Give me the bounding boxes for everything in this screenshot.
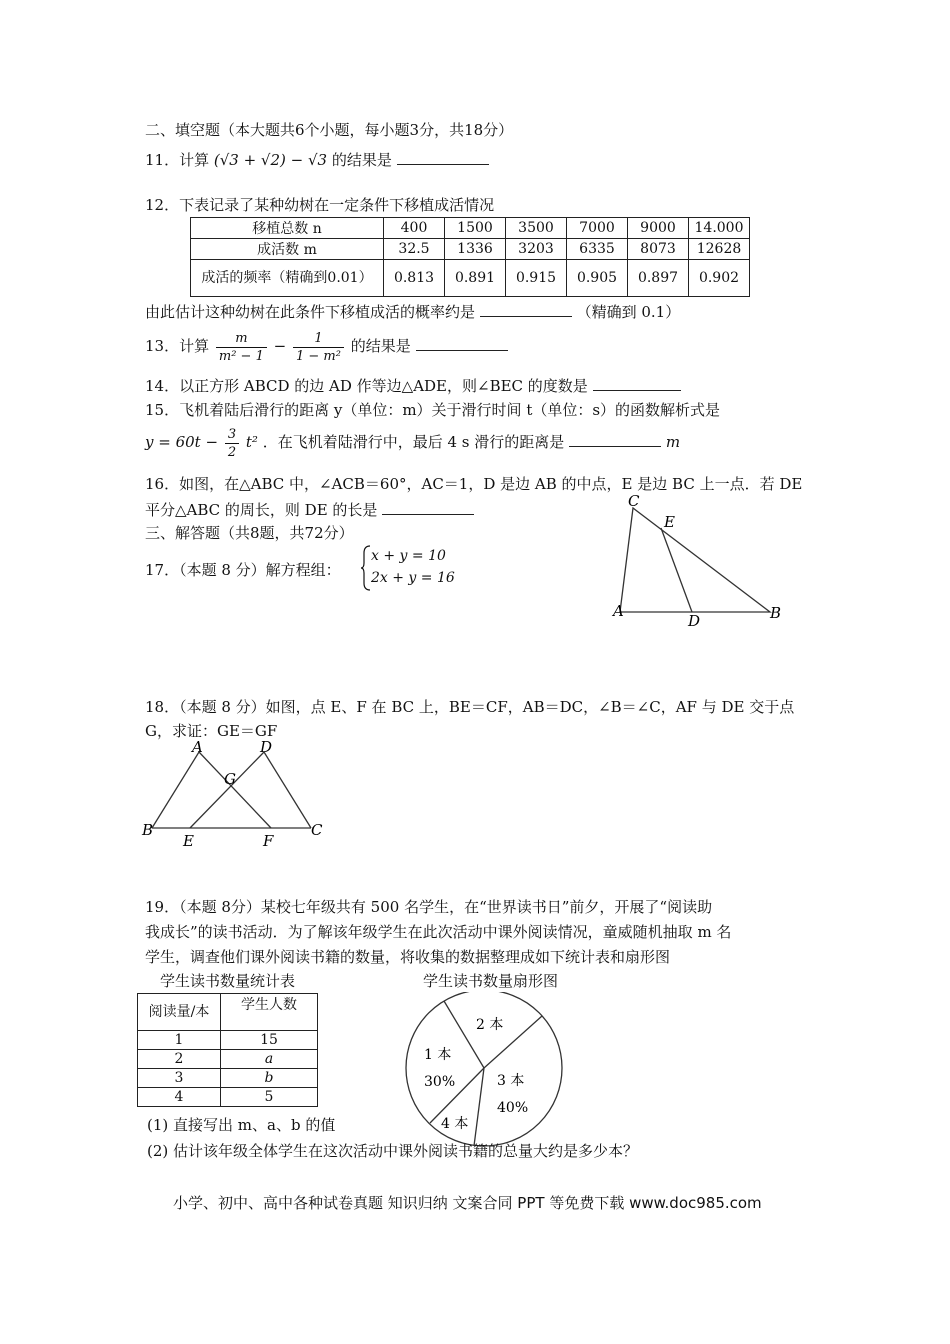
q19-subquestion-2: (2) 估计该年级全体学生在这次活动中课外阅读书籍的总量大约是多少本？ bbox=[147, 1142, 639, 1160]
label-e: E bbox=[183, 832, 194, 850]
table-cell: 4 bbox=[138, 1088, 221, 1107]
table-cell: 9000 bbox=[628, 218, 689, 239]
table-cell: a bbox=[221, 1050, 318, 1069]
q11-label: 11．计算 bbox=[145, 151, 210, 169]
table-cell: 400 bbox=[384, 218, 445, 239]
section-2-heading: 二、填空题（本大题共6个小题，每小题3分，共18分） bbox=[145, 121, 514, 139]
q18-figure bbox=[140, 738, 330, 850]
label-b: B bbox=[142, 821, 154, 839]
table-cell: 0.915 bbox=[506, 260, 567, 297]
label-e: E bbox=[664, 513, 675, 531]
table-cell: 12628 bbox=[689, 239, 750, 260]
question-11 bbox=[145, 148, 489, 170]
table-row bbox=[191, 218, 750, 239]
q17-system bbox=[371, 545, 455, 589]
label-g: G bbox=[224, 770, 236, 788]
table-cell: 15 bbox=[221, 1031, 318, 1050]
table-cell: 0.891 bbox=[445, 260, 506, 297]
table-row bbox=[191, 260, 750, 297]
table-row bbox=[191, 239, 750, 260]
question-19-line1: 19．（本题 8分）某校七年级共有 500 名学生，在“世界读书日”前夕，开展了“阅读助 bbox=[145, 898, 713, 916]
q11-answer-blank bbox=[397, 148, 489, 165]
table-cell: 1 bbox=[138, 1031, 221, 1050]
table-cell: 6335 bbox=[567, 239, 628, 260]
table-cell: 8073 bbox=[628, 239, 689, 260]
q19-pie-chart bbox=[400, 992, 568, 1147]
label-c: C bbox=[628, 492, 640, 510]
q11-suffix: 的结果是 bbox=[331, 151, 392, 169]
table-cell: 0.813 bbox=[384, 260, 445, 297]
table-row bbox=[138, 994, 318, 1031]
question-18-line2: G，求证：GE＝GF bbox=[145, 722, 278, 740]
q13-fraction-1 bbox=[216, 330, 267, 365]
q16-text: 平分△ABC 的周长，则 DE 的长是 bbox=[145, 501, 378, 519]
fraction-denominator: 2 bbox=[227, 444, 237, 460]
table-cell: 3203 bbox=[506, 239, 567, 260]
q15-answer-blank bbox=[569, 430, 661, 447]
label-a: A bbox=[192, 738, 203, 756]
q14-text: 14．以正方形 ABCD 的边 AD 作等边△ADE，则∠BEC 的度数是 bbox=[145, 377, 588, 395]
pie-percent-1: 30% bbox=[424, 1074, 456, 1090]
q12-precision: （精确到 0.1） bbox=[576, 303, 681, 321]
question-15-line2 bbox=[145, 424, 680, 461]
q13-fraction-2 bbox=[293, 330, 344, 365]
q17-equation-2: 2x + y = 16 bbox=[371, 570, 455, 586]
q14-answer-blank bbox=[593, 374, 681, 391]
question-13: 13．计算 $\frac{m}{\text{m² − 1}}$ − $\frac{1}{\text{1 − m²}}$ 的结果是 bbox=[145, 328, 508, 365]
question-19-line2: 我成长”的读书活动．为了解该年级学生在此次活动中课外阅读情况，童威随机抽取 m 名 bbox=[145, 923, 732, 941]
label-f: F bbox=[263, 832, 274, 850]
q15-question-text: ．在飞机着陆滑行中，最后 4 s 滑行的距离是 bbox=[262, 433, 565, 451]
pie-label-3: 3 本 bbox=[497, 1073, 525, 1089]
table-row bbox=[138, 1050, 318, 1069]
question-12: 12．下表记录了某种幼树在一定条件下移植成活情况 bbox=[145, 196, 495, 214]
q15-equation-left: y = 60t − bbox=[145, 433, 219, 451]
triangle-abc bbox=[620, 508, 770, 612]
label-a: A bbox=[613, 602, 624, 620]
q13-suffix: 的结果是 bbox=[350, 337, 411, 355]
question-17: 17．（本题 8 分）解方程组： bbox=[145, 561, 341, 579]
table-cell: 3 bbox=[138, 1069, 221, 1088]
fraction-numerator: m bbox=[216, 330, 267, 348]
q19-table-title: 学生读书数量统计表 bbox=[160, 972, 296, 990]
q16-answer-blank bbox=[382, 498, 474, 515]
question-14 bbox=[145, 374, 681, 396]
q16-triangle-figure bbox=[600, 490, 800, 630]
table-row bbox=[138, 1031, 318, 1050]
pie-percent-3: 40% bbox=[497, 1100, 529, 1116]
fraction-numerator: 3 bbox=[225, 426, 239, 444]
label-d: D bbox=[688, 612, 701, 630]
label-b: B bbox=[770, 604, 782, 622]
table-cell: 0.902 bbox=[689, 260, 750, 297]
q19-table bbox=[137, 993, 318, 1107]
table-cell: 2 bbox=[138, 1050, 221, 1069]
label-d: D bbox=[260, 738, 273, 756]
q13-label: 13．计算 bbox=[145, 337, 210, 355]
label-c: C bbox=[311, 821, 323, 839]
q11-expression: (√3 + √2) − √3 bbox=[213, 151, 328, 169]
q15-fraction bbox=[225, 426, 239, 461]
q12-table bbox=[190, 217, 750, 297]
table-row bbox=[138, 1069, 318, 1088]
pie-label-2: 2 本 bbox=[476, 1017, 504, 1033]
pie-label-1: 1 本 bbox=[424, 1047, 452, 1063]
q12-answer-blank bbox=[480, 300, 572, 317]
table-cell: 移植总数 n bbox=[191, 218, 384, 239]
q13-answer-blank bbox=[416, 334, 508, 351]
page-footer: 小学、初中、高中各种试卷真题 知识归纳 文案合同 PPT 等免费下载 www.doc985.com bbox=[173, 1194, 762, 1212]
table-cell: 0.897 bbox=[628, 260, 689, 297]
table-cell: 1500 bbox=[445, 218, 506, 239]
q15-unit: m bbox=[665, 433, 681, 451]
q17-equation-1: x + y = 10 bbox=[371, 548, 446, 564]
table-cell: 成活数 m bbox=[191, 239, 384, 260]
table-cell: 3500 bbox=[506, 218, 567, 239]
table-row bbox=[138, 1088, 318, 1107]
question-19-line3: 学生，调查他们课外阅读书籍的数量，将收集的数据整理成如下统计表和扇形图 bbox=[145, 948, 671, 966]
table-cell: 成活的频率（精确到0.01） bbox=[191, 260, 384, 297]
table-cell: 5 bbox=[221, 1088, 318, 1107]
fraction-numerator: 1 bbox=[293, 330, 344, 348]
pie-label-4: 4 本 bbox=[441, 1116, 469, 1132]
fraction-denominator: 1 − m² bbox=[295, 348, 341, 364]
q19-pie-title: 学生读书数量扇形图 bbox=[423, 972, 559, 990]
table-cell: 1336 bbox=[445, 239, 506, 260]
table-header-cell: 学生人数 bbox=[221, 994, 318, 1031]
q12-conclusion bbox=[145, 300, 680, 322]
fraction-denominator: m² − 1 bbox=[218, 348, 264, 364]
table-header-cell: 阅读量/本 bbox=[138, 994, 221, 1031]
table-cell: 7000 bbox=[567, 218, 628, 239]
table-cell: 32.5 bbox=[384, 239, 445, 260]
q19-subquestion-1: (1) 直接写出 m、a、b 的值 bbox=[147, 1116, 336, 1134]
question-18-line1: 18．（本题 8 分）如图，点 E、F 在 BC 上，BE＝CF，AB＝DC，∠B＝∠C，AF 与 DE 交于点 bbox=[145, 698, 795, 716]
question-16-line2 bbox=[145, 498, 474, 520]
pie-divider bbox=[474, 1068, 484, 1146]
table-cell: 0.905 bbox=[567, 260, 628, 297]
table-cell: 14.000 bbox=[689, 218, 750, 239]
q12-conclusion-text: 由此估计这种幼树在此条件下移植成活的概率约是 bbox=[145, 303, 476, 321]
q15-equation-right: t² bbox=[245, 433, 258, 451]
table-cell: b bbox=[221, 1069, 318, 1088]
question-16-line1: 16．如图，在△ABC 中，∠ACB＝60°，AC＝1，D 是边 AB 的中点，E 是边 BC 上一点．若 DE bbox=[145, 475, 803, 493]
question-15-line1: 15．飞机着陆后滑行的距离 y（单位：m）关于滑行时间 t（单位：s）的函数解析式是 bbox=[145, 401, 721, 419]
section-3-heading: 三、解答题（共8题，共72分） bbox=[145, 524, 354, 542]
